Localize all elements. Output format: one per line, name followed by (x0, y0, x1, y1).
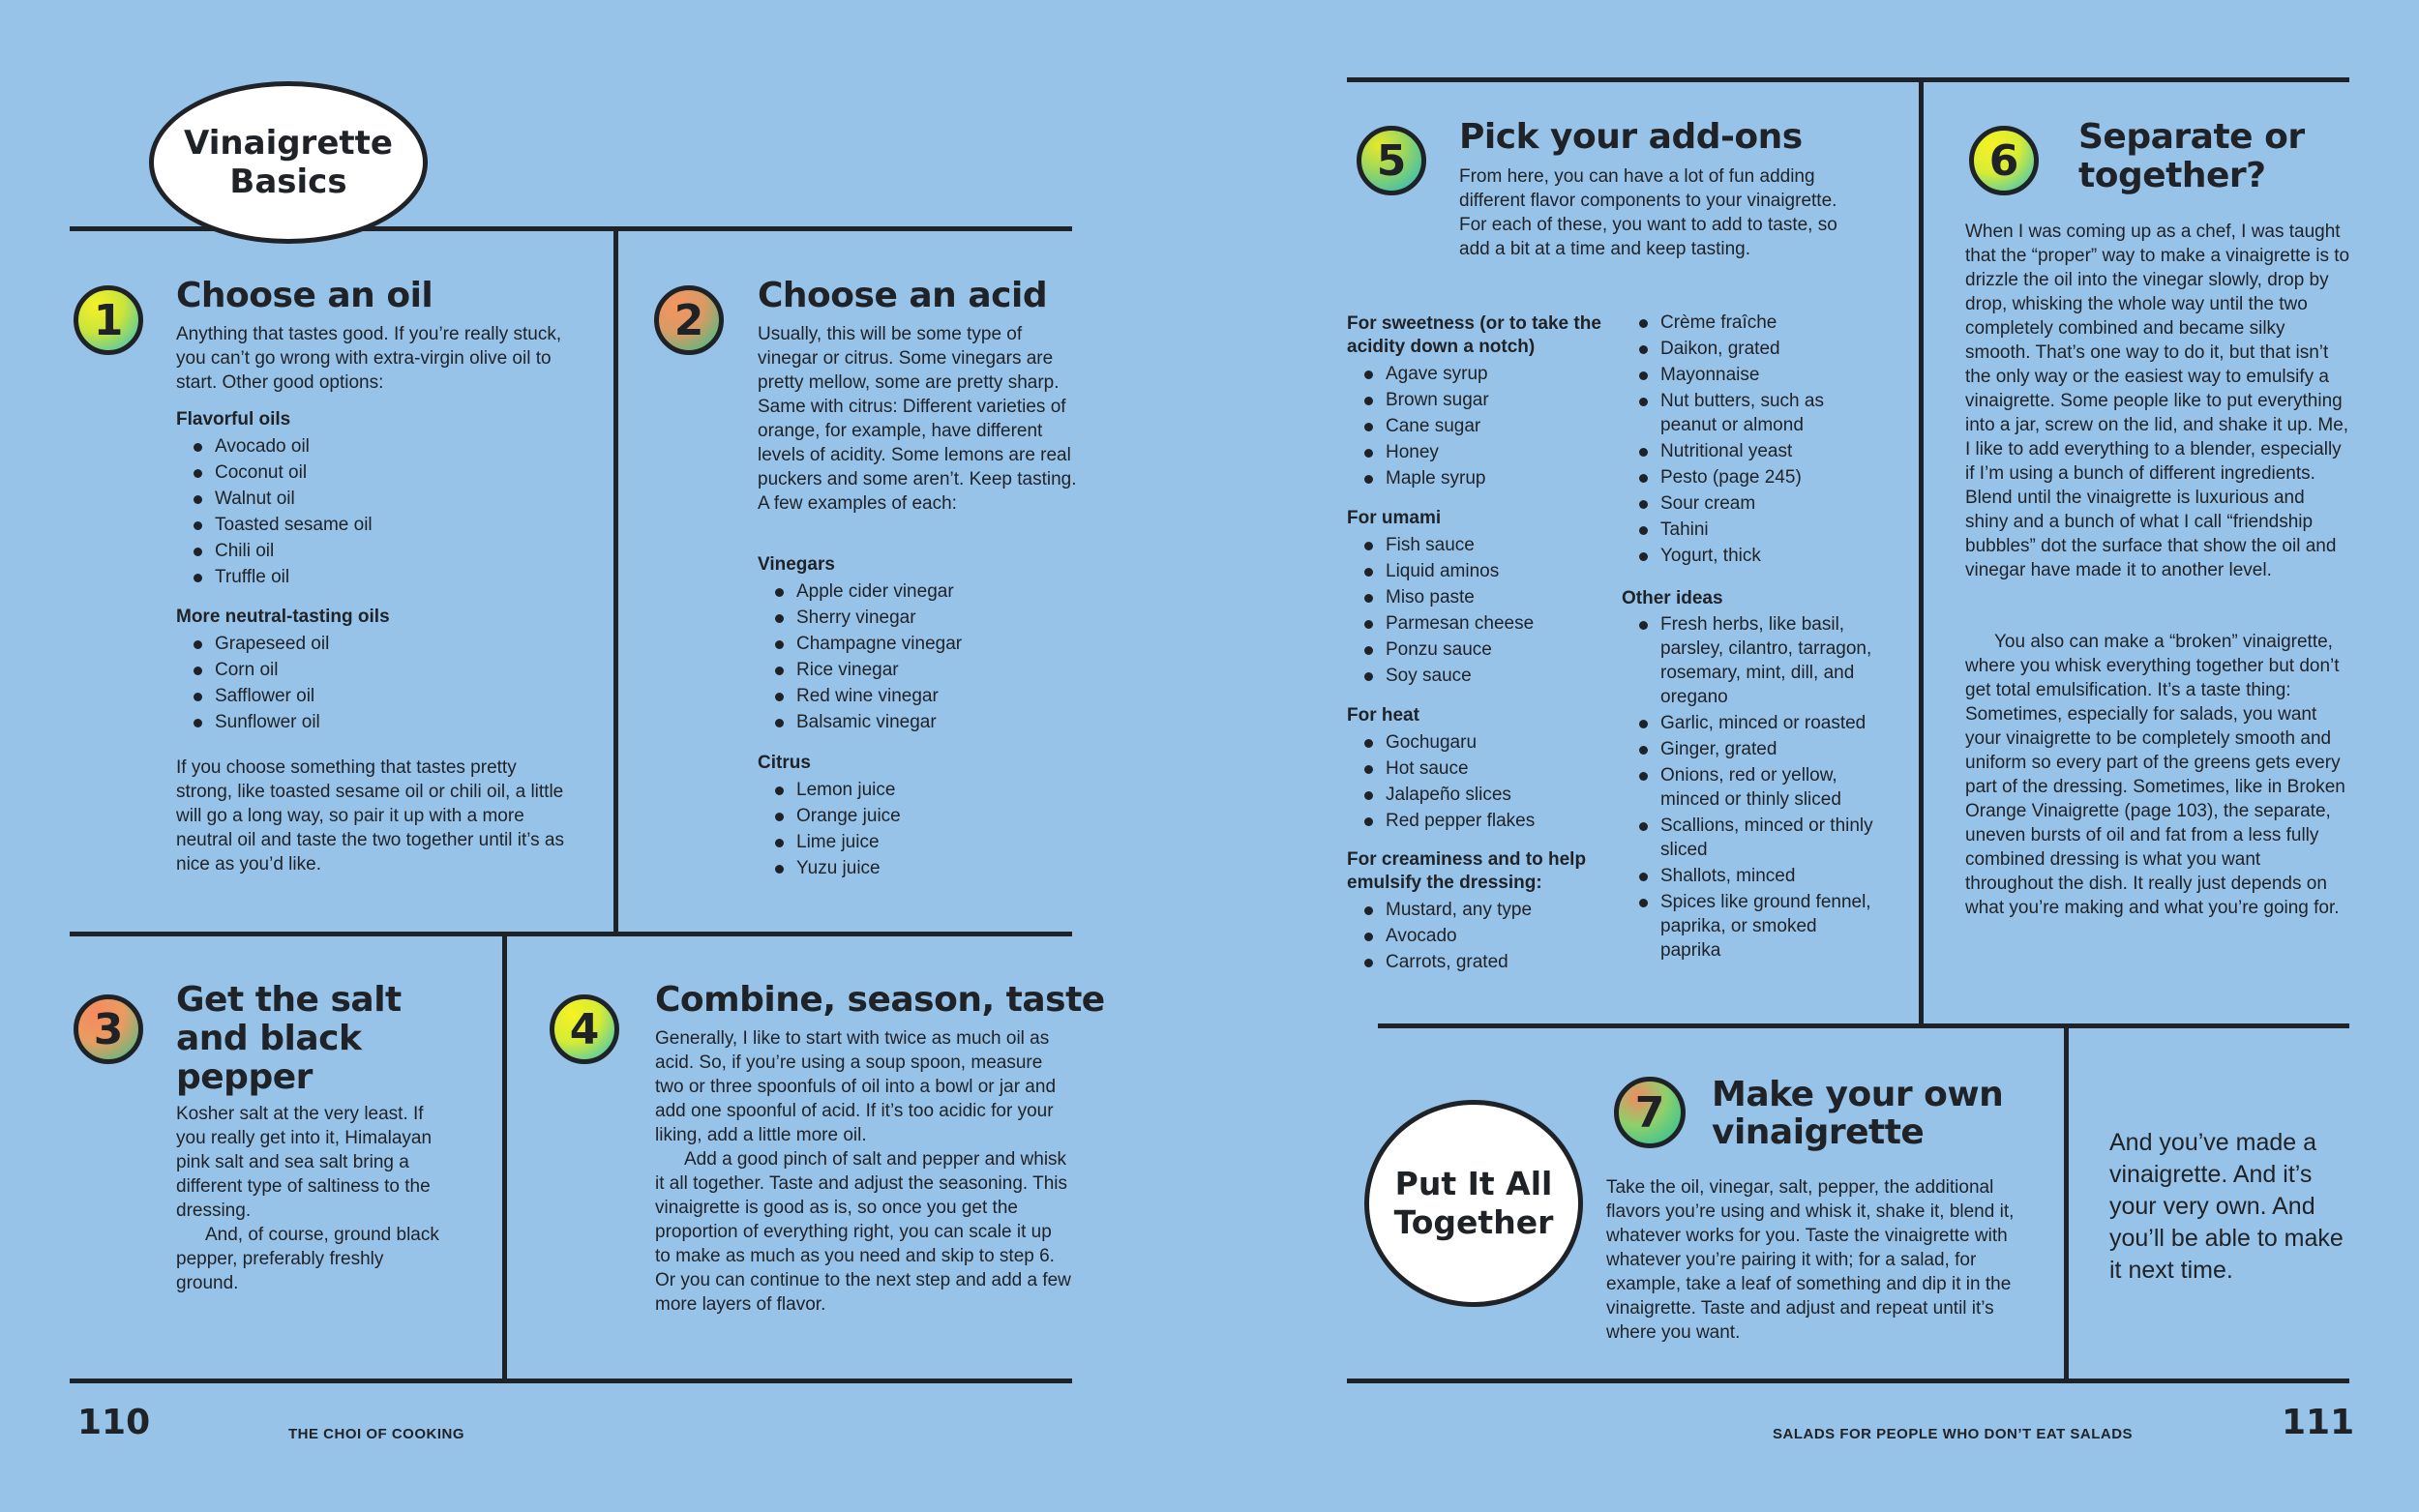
list-item: Corn oil (176, 657, 563, 683)
list-item: Honey (1347, 439, 1628, 465)
step-7-para: Take the oil, vinegar, salt, pepper, the additional flavors you’re using and whisk it, shake it, blend it, whatever works for you. Taste the vinaigrette with whatever you’re pairing it with; for a salad, for example, take a leaf of something and dip it in the vinaigrette. Taste and adjust and repeat until it’s where you want. (1606, 1177, 2015, 1343)
step-6-title-line-1: Separate or (2078, 117, 2305, 157)
step-2-intro: Usually, this will be some type of vinegar or citrus. Some vinegars are pretty mellow, some are pretty sharp. Same with citrus: Different varieties of orange, for example, have different levels of acidity. Some lemons are real puckers and some aren’t. Keep tasting. A few examples of each: (758, 324, 1077, 514)
list-item: Walnut oil (176, 486, 563, 512)
step-5-number: 5 (1376, 135, 1407, 186)
list-item: Ponzu sauce (1347, 637, 1628, 663)
list-item: Brown sugar (1347, 387, 1628, 413)
closing-note: And you’ve made a vinaigrette. And it’s your very own. And you’ll be able to make it next time. (2109, 1129, 2344, 1284)
rule-divider-3-4 (502, 932, 507, 1379)
step-5-other-list (1622, 612, 1873, 964)
list-item: Yogurt, thick (1622, 544, 1873, 568)
running-head-right: SALADS FOR PEOPLE WHO DON’T EAT SALADS (1773, 1426, 2134, 1442)
list-item: Sour cream (1622, 491, 1873, 516)
step-3-title-line-2: and black (176, 1019, 362, 1058)
list-item: Tahini (1622, 518, 1873, 542)
step-5-sweetness-title: For sweetness (or to take the acidity down a notch) (1347, 313, 1601, 357)
step-4-badge (550, 994, 619, 1064)
list-item: Scallions, minced or thinly sliced (1622, 814, 1873, 862)
step-5-intro: From here, you can have a lot of fun adding different flavor components to your vinaigrette. For each of these, you want to add to taste, so add a bit at a time and keep tasting. (1459, 166, 1837, 259)
step-2-badge (654, 285, 724, 355)
step-2-number: 2 (673, 295, 704, 345)
list-item: Red wine vinegar (758, 683, 1077, 709)
put-it-all-together-circle (1364, 1100, 1583, 1307)
list-item: Soy sauce (1347, 663, 1628, 689)
list-item: Rice vinegar (758, 657, 1077, 683)
step-6-badge (1969, 126, 2039, 195)
list-item: Avocado (1347, 923, 1628, 949)
step-2-group-1-list (758, 578, 1077, 735)
put-it-all-together-text: Put It All Together (1393, 1165, 1554, 1241)
list-item: Truffle oil (176, 564, 563, 590)
list-item: Champagne vinegar (758, 631, 1077, 657)
step-5-other-title: Other ideas (1622, 588, 1723, 608)
list-item: Onions, red or yellow, minced or thinly sliced (1622, 763, 1873, 812)
step-5-sweetness-list (1347, 361, 1628, 491)
list-item: Cane sugar (1347, 413, 1628, 439)
step-5-creaminess-list-a (1347, 897, 1628, 975)
list-item: Carrots, grated (1347, 949, 1628, 975)
rule-divider-5-6 (1919, 77, 1924, 1027)
rule-middle-left (70, 932, 1072, 936)
list-item: Mayonnaise (1622, 363, 1873, 387)
list-item: Liquid aminos (1347, 558, 1628, 584)
rule-bottom-right (1347, 1379, 2349, 1383)
list-item: Fresh herbs, like basil, parsley, cilantro, tarragon, rosemary, mint, dill, and oregano (1622, 612, 1873, 709)
list-item: Grapeseed oil (176, 631, 563, 657)
step-7-number: 7 (1634, 1087, 1665, 1138)
rule-middle-right (1378, 1023, 2349, 1028)
step-5-heat-list (1347, 729, 1628, 834)
list-item: Jalapeño slices (1347, 782, 1628, 808)
step-5-title: Pick your add-ons (1459, 117, 1803, 157)
list-item: Gochugaru (1347, 729, 1628, 756)
list-item: Lemon juice (758, 777, 1077, 803)
step-3-para-1: Kosher salt at the very least. If you really get into it, Himalayan pink salt and sea salt bring a different type of saltiness to the dressing. (176, 1104, 433, 1221)
list-item: Ginger, grated (1622, 737, 1873, 761)
list-item: Toasted sesame oil (176, 512, 563, 538)
step-3-para-2: And, of course, ground black pepper, preferably freshly ground. (176, 1225, 439, 1293)
step-7-title-line-1: Make your own (1712, 1075, 2004, 1114)
step-5-heat-title: For heat (1347, 705, 1419, 726)
step-6-para-1: When I was coming up as a chef, I was taught that the “proper” way to make a vinaigrette is to drizzle the oil into the vinegar slowly, drop by drop, whisking the whole way until the two completely combined and became silky smooth. That’s one way to do it, but that isn’t the only way or the easiest way to emulsify a vinaigrette. Some people like to put everything into a jar, screw on the lid, and shake it up. Me, I like to add everything to a blender, especially if I’m using a bunch of different ingredients. Blend until the vinaigrette is luxurious and shiny and a bunch of what I call “friendship bubbles” dot the surface that show the oil and vinegar have made it to another level. (1965, 222, 2350, 580)
step-5-umami-list (1347, 532, 1628, 689)
step-4-number: 4 (569, 1004, 600, 1054)
step-1-group-1-list (176, 433, 563, 590)
list-item: Sunflower oil (176, 709, 563, 735)
list-item: Red pepper flakes (1347, 808, 1628, 834)
list-item: Agave syrup (1347, 361, 1628, 387)
step-4-para-2: Add a good pinch of salt and pepper and whisk it all together. Taste and adjust the seasoning. This vinaigrette is good as is, so once you get the proportion of everything right, you can scale it up to make as much as you need and skip to step 6. Or you can continue to the next step and add a few more layers of flavor. (655, 1149, 1071, 1315)
step-1-number: 1 (93, 295, 124, 345)
list-item: Balsamic vinegar (758, 709, 1077, 735)
list-item: Nutritional yeast (1622, 439, 1873, 463)
step-1-outro: If you choose something that tastes pretty strong, like toasted sesame oil or chili oil, a little will go a long way, so pair it up with a more neutral oil and taste the two together until it’s as nice as you’d like. (176, 757, 565, 875)
step-1-badge (74, 285, 143, 355)
step-2-title: Choose an acid (758, 276, 1048, 315)
list-item: Spices like ground fennel, paprika, or smoked paprika (1622, 890, 1873, 963)
list-item: Parmesan cheese (1347, 610, 1628, 637)
title-oval-vinaigrette-basics (149, 81, 428, 244)
step-2-group-1-title: Vinegars (758, 554, 835, 575)
list-item: Yuzu juice (758, 855, 1077, 881)
step-1-group-2-list (176, 631, 563, 735)
title-oval-text: Vinaigrette Basics (184, 124, 393, 201)
list-item: Avocado oil (176, 433, 563, 460)
list-item: Lime juice (758, 829, 1077, 855)
list-item: Shallots, minced (1622, 864, 1873, 888)
step-6-number: 6 (1988, 135, 2019, 186)
step-3-title-line-3: pepper (176, 1057, 313, 1097)
list-item: Orange juice (758, 803, 1077, 829)
rule-divider-7-closing (2064, 1023, 2069, 1383)
list-item: Hot sauce (1347, 756, 1628, 782)
list-item: Nut butters, such as peanut or almond (1622, 389, 1873, 437)
step-1-group-1-title: Flavorful oils (176, 409, 291, 430)
rule-divider-1-2 (613, 226, 618, 935)
list-item: Coconut oil (176, 460, 563, 486)
list-item: Apple cider vinegar (758, 578, 1077, 605)
step-3-number: 3 (93, 1004, 124, 1054)
step-6-para-2: You also can make a “broken” vinaigrette, where you whisk everything together but don’t get total emulsification. It’s a taste thing: Sometimes, especially for salads, you want your vinaigrette to be completely smooth and uniform so every part of the greens gets every part of the dressing. Sometimes, like in Broken Orange Vinaigrette (page 103), the separate, uneven bursts of oil and fat from a less fully combined dressing is what you want throughout the dish. It really just depends on what you’re making and what you’re going for. (1965, 632, 2345, 918)
list-item: Maple syrup (1347, 465, 1628, 491)
step-2-group-2-list (758, 777, 1077, 881)
list-item: Sherry vinegar (758, 605, 1077, 631)
list-item: Miso paste (1347, 584, 1628, 610)
step-7-badge (1614, 1077, 1686, 1148)
step-5-creaminess-title: For creaminess and to help emulsify the dressing: (1347, 849, 1587, 893)
step-1-group-2-title: More neutral-tasting oils (176, 607, 390, 627)
list-item: Fish sauce (1347, 532, 1628, 558)
step-3-badge (74, 994, 143, 1064)
step-7-title-line-2: vinaigrette (1712, 1112, 1925, 1152)
step-3-title-line-1: Get the salt (176, 980, 402, 1020)
step-2-group-2-title: Citrus (758, 753, 811, 773)
list-item: Chili oil (176, 538, 563, 564)
list-item: Mustard, any type (1347, 897, 1628, 923)
list-item: Garlic, minced or roasted (1622, 711, 1873, 735)
step-4-para-1: Generally, I like to start with twice as much oil as acid. So, if you’re using a soup spoon, measure two or three spoonfuls of oil into a bowl or jar and add one spoonful of acid. If it’s too acidic for your liking, add a little more oil. (655, 1028, 1057, 1145)
running-head-left: THE CHOI OF COOKING (288, 1426, 464, 1442)
step-4-title: Combine, season, taste (655, 980, 1105, 1020)
step-5-creaminess-list-b (1622, 311, 1873, 570)
step-6-title-line-2: together? (2078, 156, 2266, 195)
step-1-title: Choose an oil (176, 276, 433, 315)
rule-top-right (1347, 77, 2349, 82)
step-1-intro: Anything that tastes good. If you’re really stuck, you can’t go wrong with extra-virgin olive oil to start. Other good options: (176, 324, 562, 393)
list-item: Crème fraîche (1622, 311, 1873, 335)
page-number-left: 110 (77, 1403, 151, 1442)
step-5-umami-title: For umami (1347, 508, 1442, 528)
list-item: Daikon, grated (1622, 337, 1873, 361)
rule-bottom-left (70, 1379, 1072, 1383)
list-item: Safflower oil (176, 683, 563, 709)
step-5-badge (1357, 126, 1426, 195)
page-number-right: 111 (2282, 1403, 2355, 1442)
list-item: Pesto (page 245) (1622, 465, 1873, 489)
